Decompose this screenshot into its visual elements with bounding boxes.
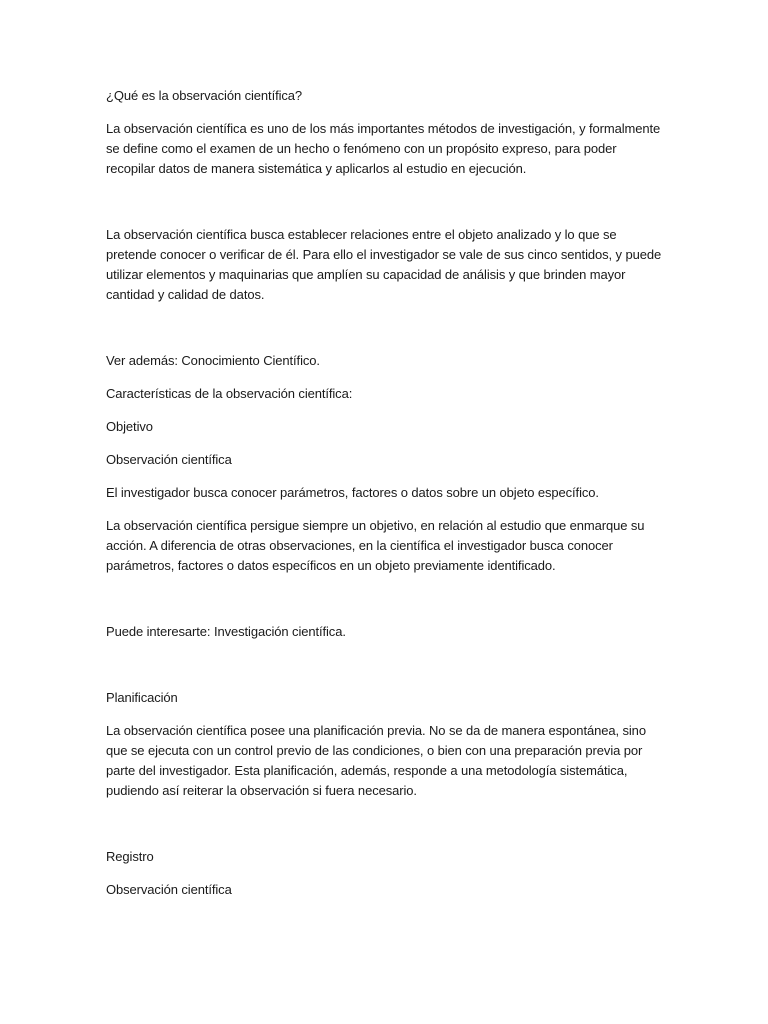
characteristics-heading: Características de la observación científica: [106, 386, 353, 401]
see-also-line: Ver además: Conocimiento Científico. [106, 353, 320, 368]
section-heading-record: Registro [106, 849, 154, 864]
related-link-line: Puede interesarte: Investigación científica. [106, 624, 346, 639]
section-heading-planning: Planificación [106, 690, 178, 705]
objective-paragraph: La observación científica persigue siempre un objetivo, en relación al estudio que enmarque su acción. A diferencia de otras observaciones, en la científica el investigador busca conocer parámetros, factores o datos específicos en un objeto previamente identificado. [106, 518, 645, 573]
relations-paragraph: La observación científica busca establecer relaciones entre el objeto analizado y lo que se pretende conocer o verificar de él. Para ello el investigador se vale de sus cinco sentidos, y puede utilizar elementos y maquinarias que amplíen su capacidad de análisis y que brinden mayor cantidad y calidad de datos. [106, 227, 662, 302]
section-heading-objective: Objetivo [106, 419, 153, 434]
intro-paragraph: La observación científica es uno de los más importantes métodos de investigación, y formalmente se define como el examen de un hecho o fenómeno con un propósito expreso, para poder recopilar datos de manera sistemática y aplicarlos al estudio en ejecución. [106, 121, 661, 176]
document-body [106, 86, 666, 913]
image-caption: Observación científica [106, 882, 232, 897]
question-heading: ¿Qué es la observación científica? [106, 88, 303, 103]
objective-summary: El investigador busca conocer parámetros, factores o datos sobre un objeto específico. [106, 485, 599, 500]
image-caption: Observación científica [106, 452, 232, 467]
planning-paragraph: La observación científica posee una planificación previa. No se da de manera espontánea, sino que se ejecuta con un control previo de las condiciones, o bien con una preparación previa por parte del investigador. Esta planificación, además, responde a una metodología sistemática, pudiendo así reiterar la observación si fuera necesario. [106, 723, 646, 798]
